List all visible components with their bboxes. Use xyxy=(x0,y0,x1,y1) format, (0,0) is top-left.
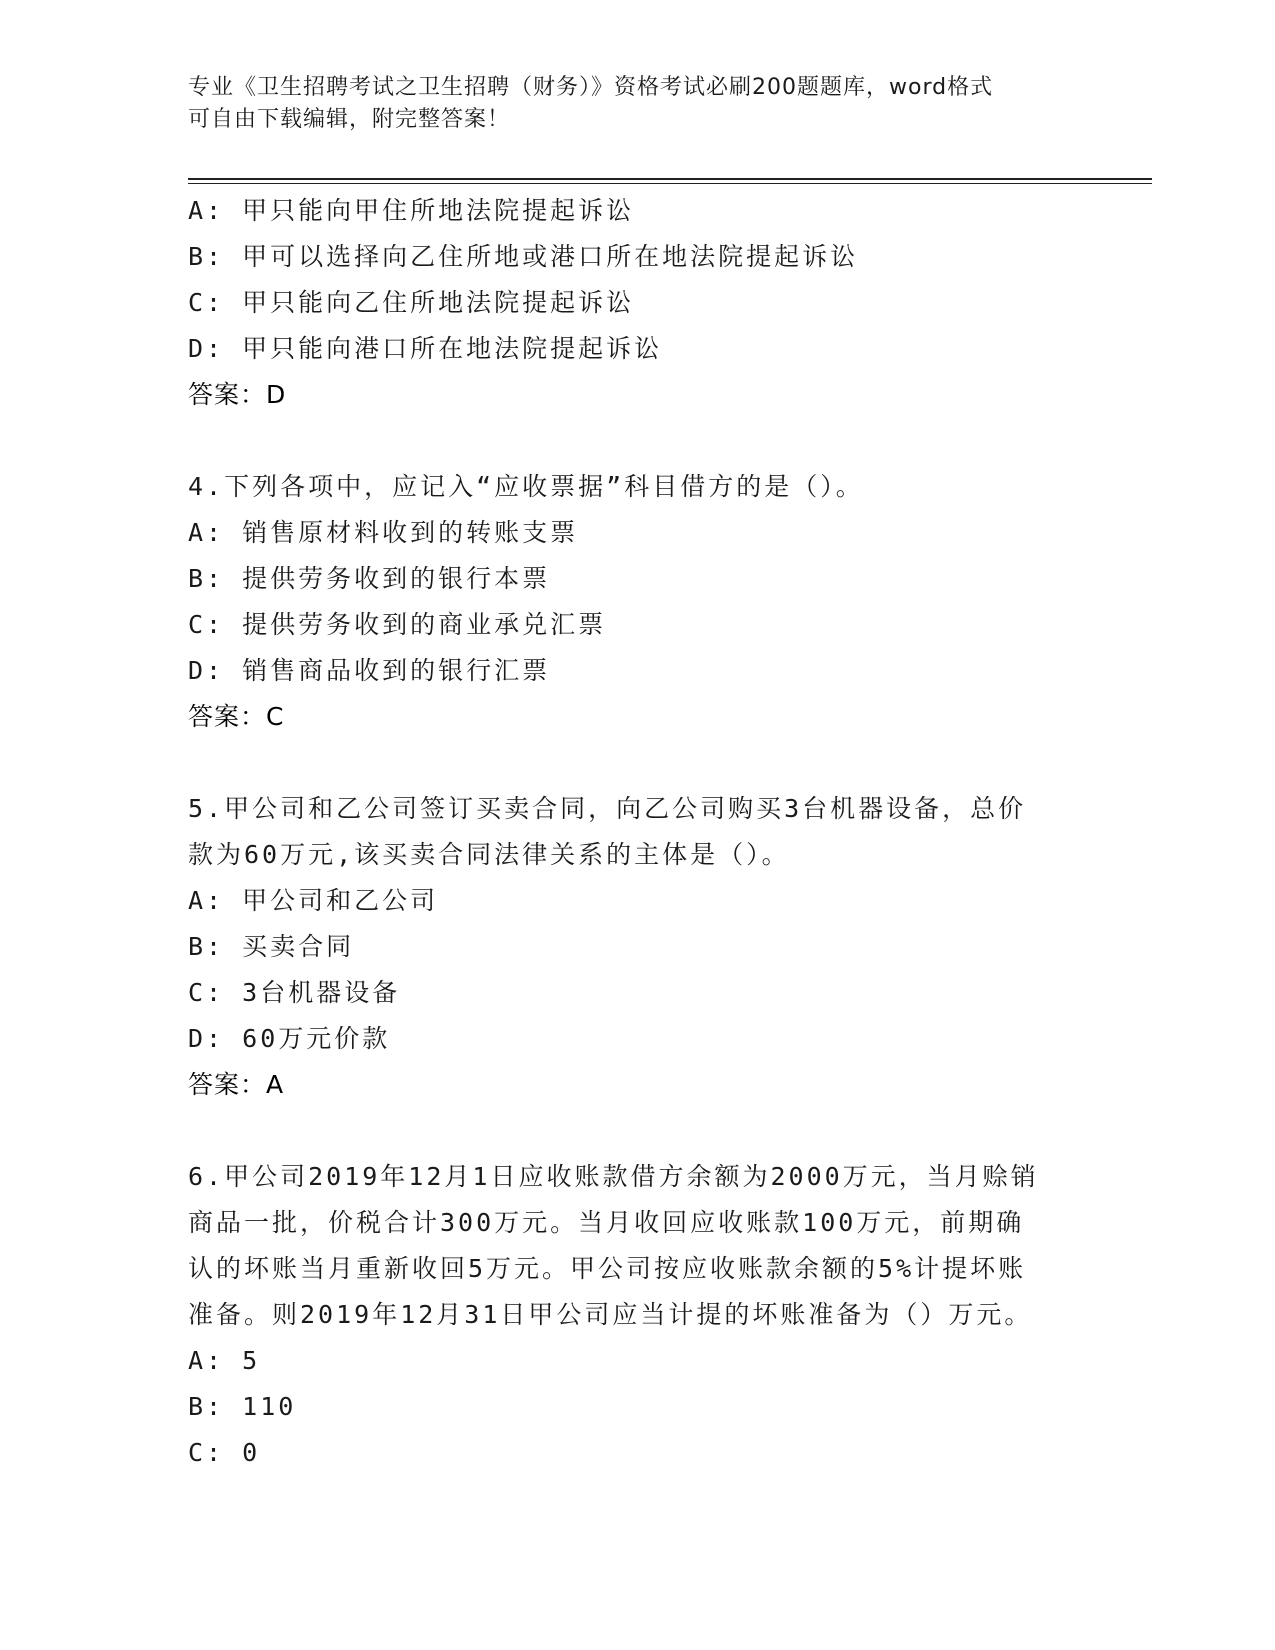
question-text-line-2: 款为60万元,该买卖合同法律关系的主体是（）。 xyxy=(188,840,790,869)
question-text-line-3: 认的坏账当月重新收回5万元。甲公司按应收账款余额的5%计提坏账 xyxy=(188,1254,1027,1283)
option-a: A: 甲只能向甲住所地法院提起诉讼 xyxy=(188,196,635,225)
question-text-line-1: 5.甲公司和乙公司签订买卖合同，向乙公司购买3台机器设备，总价 xyxy=(188,794,1027,823)
answer-label: 答案：C xyxy=(188,702,285,731)
question-6 xyxy=(188,1154,1088,1476)
option-b: B: 甲可以选择向乙住所地或港口所在地法院提起诉讼 xyxy=(188,242,859,271)
option-c: C: 3台机器设备 xyxy=(188,978,401,1007)
spacer xyxy=(188,740,1088,786)
option-a: A: 5 xyxy=(188,1346,261,1375)
question-text-line-4: 准备。则2019年12月31日甲公司应当计提的坏账准备为（）万元。 xyxy=(188,1300,1033,1329)
option-b: B: 买卖合同 xyxy=(188,932,355,961)
question-4 xyxy=(188,464,1088,740)
option-d: D: 60万元价款 xyxy=(188,1024,391,1053)
question-text-line-1: 6.甲公司2019年12月1日应收账款借方余额为2000万元，当月赊销 xyxy=(188,1162,1039,1191)
document-header xyxy=(188,72,1088,136)
header-rule-thick xyxy=(188,178,1152,180)
question-3 xyxy=(188,188,1088,418)
option-a: A: 甲公司和乙公司 xyxy=(188,886,439,915)
option-d: D: 销售商品收到的银行汇票 xyxy=(188,656,551,685)
question-text-line-2: 商品一批，价税合计300万元。当月收回应收账款100万元，前期确 xyxy=(188,1208,1025,1237)
question-text: 4.下列各项中，应记入“应收票据”科目借方的是（）。 xyxy=(188,472,864,501)
header-rule-thin xyxy=(188,183,1152,184)
answer-label: 答案：A xyxy=(188,1070,285,1099)
header-line-2: 可自由下载编辑，附完整答案！ xyxy=(188,107,511,132)
question-list xyxy=(188,188,1088,1476)
spacer xyxy=(188,1108,1088,1154)
option-a: A: 销售原材料收到的转账支票 xyxy=(188,518,579,547)
option-b: B: 110 xyxy=(188,1392,297,1421)
option-b: B: 提供劳务收到的银行本票 xyxy=(188,564,551,593)
spacer xyxy=(188,418,1088,464)
header-line-1: 专业《卫生招聘考试之卫生招聘（财务）》资格考试必刷200题题库，word格式 xyxy=(188,75,994,100)
question-5 xyxy=(188,786,1088,1108)
answer-label: 答案：D xyxy=(188,380,287,409)
option-d: D: 甲只能向港口所在地法院提起诉讼 xyxy=(188,334,663,363)
option-c: C: 0 xyxy=(188,1438,261,1467)
option-c: C: 提供劳务收到的商业承兑汇票 xyxy=(188,610,607,639)
option-c: C: 甲只能向乙住所地法院提起诉讼 xyxy=(188,288,635,317)
